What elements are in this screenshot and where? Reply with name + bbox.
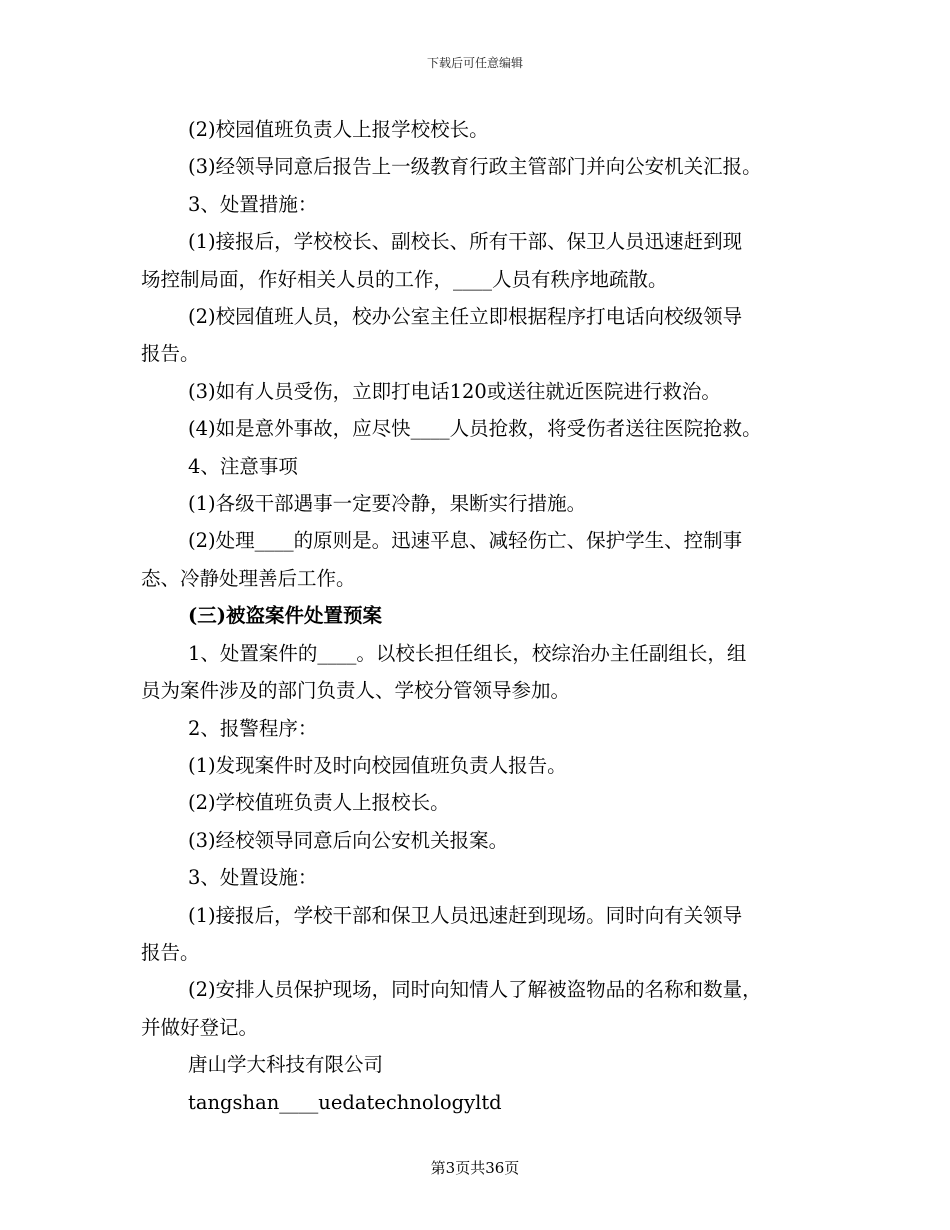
page-header: 下载后可任意编辑: [426, 56, 523, 70]
paragraph-line: (1)发现案件时及时向校园值班负责人报告。: [188, 753, 567, 777]
paragraph-line: (1)接报后，学校校长、副校长、所有干部、保卫人员迅速赶到现: [188, 230, 743, 254]
paragraph-line: (3)经领导同意后报告上一级教育行政主管部门并向公安机关汇报。: [188, 155, 762, 179]
paragraph-line: (2)处理____的原则是。迅速平息、减轻伤亡、保护学生、控制事: [188, 529, 743, 553]
paragraph-line: (2)校园值班人员，校办公室主任立即根据程序打电话向校级领导: [188, 305, 743, 329]
document-body: [141, 111, 821, 1121]
paragraph-line: (3)如有人员受伤，立即打电话120或送往就近医院进行救治。: [188, 379, 721, 403]
paragraph-line: 场控制局面，作好相关人员的工作，____人员有秩序地疏散。: [141, 267, 668, 291]
paragraph-line: (2)学校值班负责人上报校长。: [188, 791, 450, 815]
paragraph-line: (2)安排人员保护现场，同时向知情人了解被盗物品的名称和数量，: [188, 978, 762, 1002]
section-title: (三)被盗案件处置预案: [188, 604, 382, 628]
paragraph-line: (2)校园值班负责人上报学校校长。: [188, 118, 489, 141]
section-heading: 2、报警程序：: [188, 716, 318, 740]
paragraph-line: (1)各级干部遇事一定要冷静，果断实行措施。: [188, 492, 587, 516]
section-heading: 3、处置措施：: [188, 192, 318, 216]
paragraph-line: 并做好登记。: [141, 1015, 259, 1039]
paragraph-line: (1)接报后，学校干部和保卫人员迅速赶到现场。同时向有关领导: [188, 903, 743, 927]
paragraph-line: 态、冷静处理善后工作。: [141, 566, 356, 590]
page-footer: 第3页共36页: [430, 1159, 520, 1177]
section-heading: 3、处置设施：: [188, 866, 318, 890]
paragraph-line: (3)经校领导同意后向公安机关报案。: [188, 828, 509, 852]
paragraph-line: (4)如是意外事故，应尽快____人员抢救，将受伤者送往医院抢救。: [188, 417, 762, 441]
company-name: 唐山学大科技有限公司: [188, 1053, 384, 1077]
paragraph-line: 1、处置案件的____。以校长担任组长，校综治办主任副组长，组: [188, 641, 747, 665]
paragraph-line: 员为案件涉及的部门负责人、学校分管领导参加。: [141, 679, 571, 703]
section-heading: 4、注意事项: [188, 454, 298, 478]
paragraph-line: 报告。: [141, 940, 200, 964]
company-name-english: tangshan____uedatechnologyltd: [188, 1090, 502, 1114]
paragraph-line: 报告。: [141, 342, 200, 366]
